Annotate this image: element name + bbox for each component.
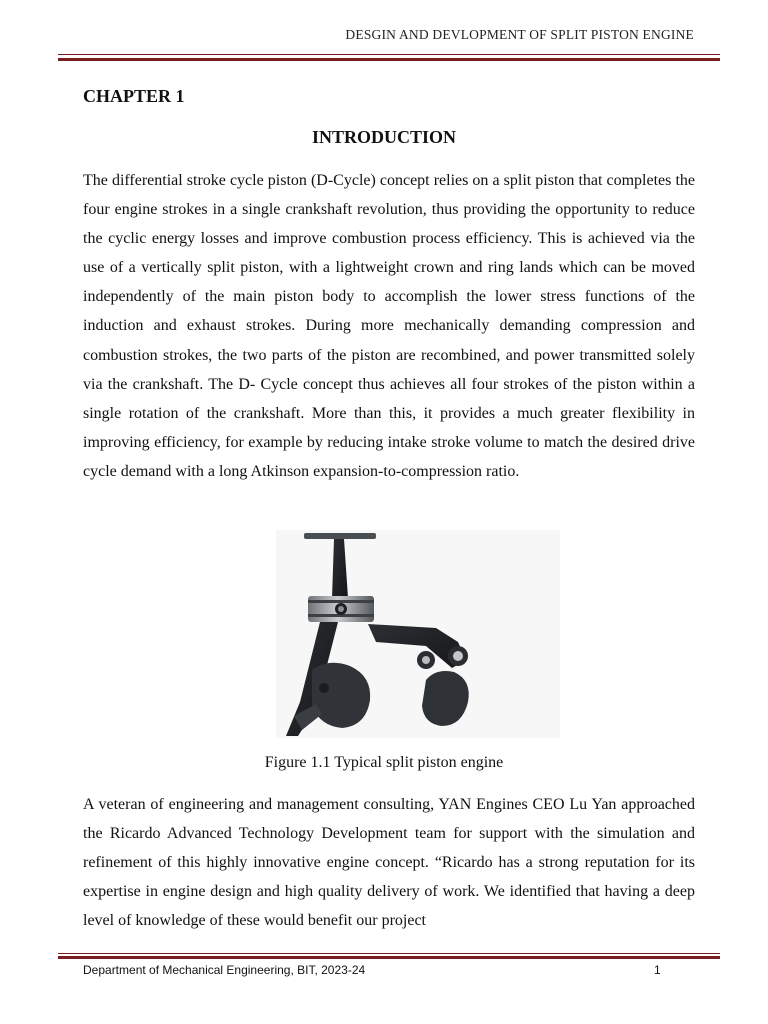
chapter-label: CHAPTER 1: [83, 86, 185, 106]
header-rule-thick: [58, 58, 720, 61]
running-header: DESGIN AND DEVLOPMENT OF SPLIT PISTON ENGINE: [345, 27, 694, 42]
figure-caption: Figure 1.1 Typical split piston engine: [264, 754, 504, 771]
page-number: 1: [654, 963, 661, 977]
footer-department: Department of Mechanical Engineering, BIT, 2023-24: [83, 963, 366, 977]
split-piston-engine-figure: [276, 530, 560, 738]
split-piston-engine-image: [276, 530, 560, 738]
section-title: INTRODUCTION: [311, 127, 457, 147]
header-rule-thin: [58, 54, 720, 55]
footer-rule-thick: [58, 956, 720, 959]
intro-paragraph-2: A veteran of engineering and management consulting, YAN Engines CEO Lu Yan approached the Ricardo Advanced Technology Development team for support with the simulation and refinement of this highly innovative engine concept. “Ricardo has a strong reputation for its expertise in engine design and high quality delivery of work. We identified that having a deep level of knowledge of these would benefit our project: [83, 796, 695, 930]
footer-rule-thin: [58, 953, 720, 954]
intro-paragraph-1: The differential stroke cycle piston (D-Cycle) concept relies on a split piston that completes the four engine strokes in a single crankshaft revolution, thus providing the opportunity to reduce the cyclic energy losses and improve combustion process efficiency. This is achieved via the use of a vertically split piston, with a lightweight crown and ring lands which can be moved independently of the main piston body to accomplish the lower stress functions of the induction and exhaust strokes. During more mechanically demanding compression and combustion strokes, the two parts of the piston are recombined, and power transmitted solely via the crankshaft. The D- Cycle concept thus achieves all four strokes of the piston within a single rotation of the crankshaft. More than this, it provides a much greater flexibility in improving efficiency, for example by reducing intake stroke volume to match the desired drive cycle demand with a long Atkinson expansion-to-compression ratio.: [83, 172, 695, 480]
